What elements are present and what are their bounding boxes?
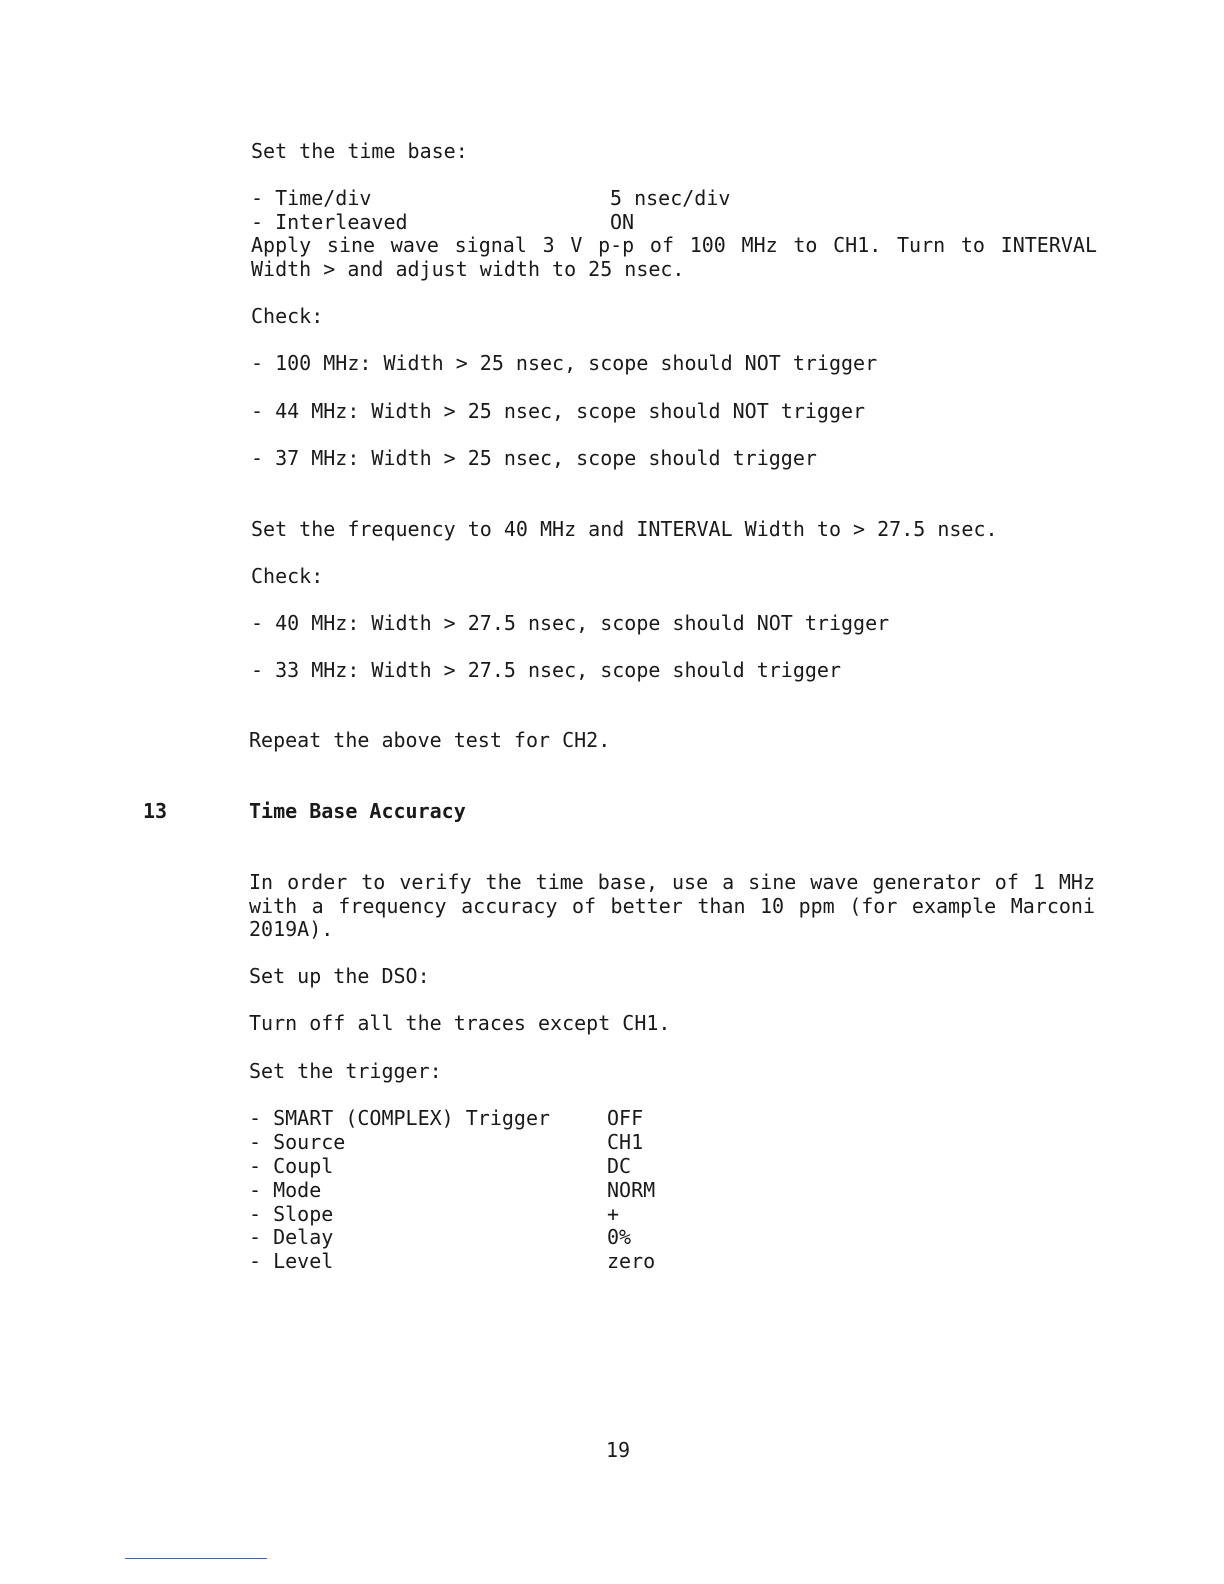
timebase-setting-label: - Interleaved — [251, 210, 408, 234]
repeat-text: Repeat the above test for CH2. — [249, 728, 611, 752]
trigger-setting-value: + — [607, 1202, 620, 1226]
setup-text: Set up the DSO: — [249, 964, 430, 988]
set-frequency-text: Set the frequency to 40 MHz and INTERVAL Width to > 27.5 nsec. — [251, 517, 998, 541]
trigger-setting-label: - Source — [249, 1130, 346, 1154]
trigger-setting-label: - Delay — [249, 1225, 334, 1249]
check-item: - 33 MHz: Width > 27.5 nsec, scope should trigger — [251, 658, 842, 682]
check-item: - 44 MHz: Width > 25 nsec, scope should NOT trigger — [251, 399, 866, 423]
trigger-setting-value: 0% — [607, 1225, 632, 1249]
trigger-intro: Set the trigger: — [249, 1059, 442, 1083]
trigger-setting-label: - Slope — [249, 1202, 334, 1226]
apply-signal-paragraph: Apply sine wave signal 3 V p-p of 100 MHz to CH1. Turn to INTERVAL Width > and adjust width to 25 nsec. — [251, 233, 1097, 281]
page-number: 19 — [605, 1438, 631, 1462]
timebase-intro: Set the time base: — [251, 139, 468, 163]
trigger-setting-label: - Level — [249, 1249, 334, 1273]
trigger-setting-value: CH1 — [607, 1130, 644, 1154]
section-intro-paragraph: In order to verify the time base, use a sine wave generator of 1 MHz with a frequency accuracy of better than 10 ppm (for example Marconi 2019A). — [249, 870, 1095, 941]
check-heading: Check: — [251, 564, 324, 588]
timebase-setting-value: 5 nsec/div — [610, 186, 731, 210]
trigger-setting-label: - SMART (COMPLEX) Trigger — [249, 1106, 551, 1130]
trigger-setting-value: DC — [607, 1154, 632, 1178]
trigger-setting-label: - Coupl — [249, 1154, 334, 1178]
traces-text: Turn off all the traces except CH1. — [249, 1011, 671, 1035]
trigger-setting-label: - Mode — [249, 1178, 322, 1202]
timebase-setting-label: - Time/div — [251, 186, 372, 210]
trigger-setting-value: zero — [607, 1249, 656, 1273]
trigger-setting-value: OFF — [607, 1106, 644, 1130]
check-heading: Check: — [251, 304, 324, 328]
trigger-setting-value: NORM — [607, 1178, 656, 1202]
footer-rule — [125, 1558, 267, 1559]
check-item: - 100 MHz: Width > 25 nsec, scope should NOT trigger — [251, 351, 878, 375]
section-title: Time Base Accuracy — [249, 799, 466, 823]
timebase-setting-value: ON — [610, 210, 635, 234]
check-item: - 40 MHz: Width > 27.5 nsec, scope should NOT trigger — [251, 611, 890, 635]
section-number: 13 — [143, 799, 168, 823]
check-item: - 37 MHz: Width > 25 nsec, scope should trigger — [251, 446, 817, 470]
